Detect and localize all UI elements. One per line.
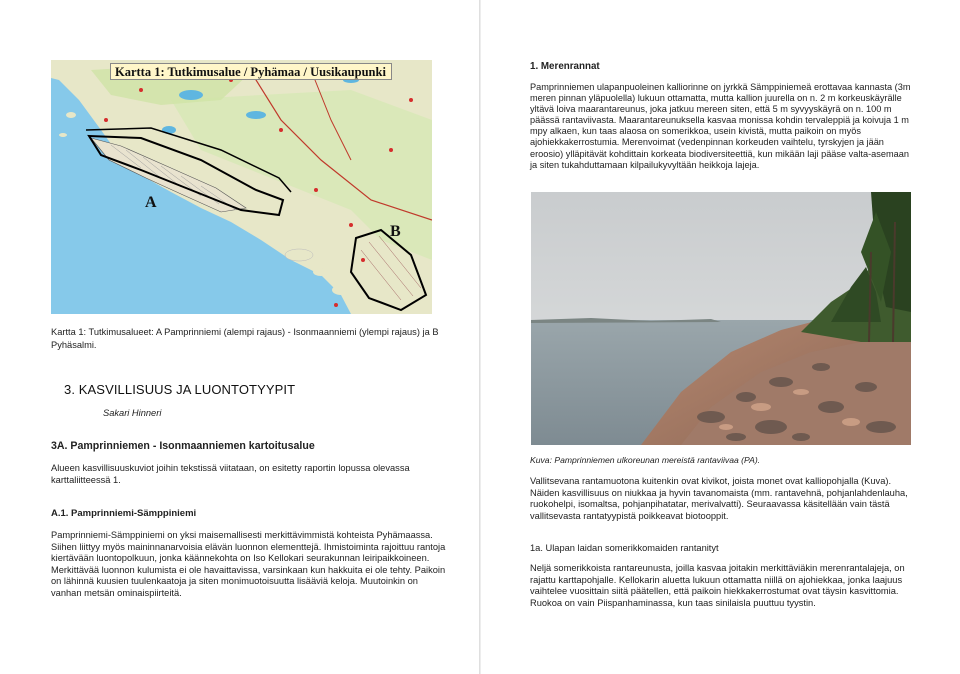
paragraph-merenrannat: Pamprinniemen ulapanpuoleinen kalliorinne on jyrkkä Sämppiniemeä erottavaa kannasta (3m meren pinnan yläpuolella) lukuun ottamatta, mutta kallion juurella on n. 2 m korkeuskäyrälle yltävä loiva maarantareunus, joka jatkuu mereen siten, että 5 m syvyyskäyrä on n. 100 m päässä rantaviivasta. Maarantareunuksella kasvaa monissa kohdin tervaleppiä ja koivuja 1 m mpy alkaen, kun taas alaosa on somerikkoa, usein kivistä, mutta paikoin on myös ajohiekkakerrostumia. Merenvoimat (vedenpinnan korkeuden vaihtelu, tyrskyjen ja jään eroosio) ylläpitävät kohdittain korkeata biodiversiteettiä, kun mikään laji pääse valta-asemaan ja siten tukahduttamaan kilpailukyvyltään heikkoja lajeja. [530, 82, 911, 170]
photo-graphic [531, 192, 911, 445]
study-area-map [51, 60, 432, 314]
shoreline-photo [531, 192, 911, 445]
paragraph-a1: Pamprinniemi-Sämppiniemi on yksi maisemallisesti merkittävimmistä kohteista Pyhämaassa. Siihen liittyy myös maininnanarvoisia elävän luonnon elementtejä. Ihmistoiminta rajoittuu rantoja kiertävään luontopolkuun, jonka käännekohta on Iso Kellokari seurakunnan leiripaikkoineen. Merkittävää luonnon kulumista ei ole havaittavissa, varsinkaan kun hakkuita ei ole tehty. Paikoin on lähinnä kuusien tuulenkaatoja ja siten monimuotoisuutta lisääviä keloja. Muutoinkin on vanhan metsän ominaispiirteitä. [51, 530, 446, 598]
heading-1a: 1a. Ulapan laidan somerikkomaiden rantanityt [530, 543, 719, 553]
heading-3a: 3A. Pamprinniemen - Isonmaanniemen kartoitusalue [51, 440, 315, 452]
paragraph-3a: Alueen kasvillisuuskuviot joihin tekstissä viitataan, on esitetty raportin lopussa olevassa karttaliitteessä 1. [51, 463, 410, 485]
author-name: Sakari Hinneri [103, 408, 162, 418]
map-caption: Kartta 1: Tutkimusalueet: A Pamprinniemi (alempi rajaus) - Isonmaanniemi (ylempi rajaus) ja B Pyhäsalmi. [51, 327, 439, 350]
paragraph-kivikot: Vallitsevana rantamuotona kuitenkin ovat kivikot, joista monet ovat kalliopohjalla (Kuva). Näiden kasvillisuus on niukkaa ja hyvin tavanomaista (mm. rantavehnä, pohjanlahdenlauha, ruokohelpi, isomaltsa, pohjanpihatatar, merivalvatti). Seuraavassa käsitellään vain tästä vallitsevasta rantatyypistä poikkeavat biotooppit. [530, 476, 908, 521]
map-label-a: A [145, 194, 157, 211]
heading-a1: A.1. Pamprinniemi-Sämppiniemi [51, 508, 197, 519]
section-title: 3. KASVILLISUUS JA LUONTOTYYPIT [64, 382, 296, 397]
paragraph-1a: Neljä somerikkoista rantareunusta, joilla kasvaa joitakin merkittäviäkin merenrantalajeja, on rajattu karttapohjalle. Kellokarin aluetta lukuun ottamatta niillä on ajohiekkaa, jonka laajuus vaihtelee vuosittain siitä päätellen, että paikoin hiekkakerrostumat ovat täysin kasvittomia. Ruokoa on vain Piispanhaminassa, kun taas sinilaisla puuttuu tyystin. [530, 563, 905, 608]
map-label-b: B [390, 223, 401, 240]
map-title: Kartta 1: Tutkimusalue / Pyhämaa / Uusikaupunki [110, 63, 392, 80]
heading-merenrannat: 1. Merenrannat [530, 61, 600, 72]
map-graphic [51, 60, 432, 314]
photo-caption: Kuva: Pamprinniemen ulkoreunan mereistä rantaviivaa (PA). [530, 455, 761, 465]
